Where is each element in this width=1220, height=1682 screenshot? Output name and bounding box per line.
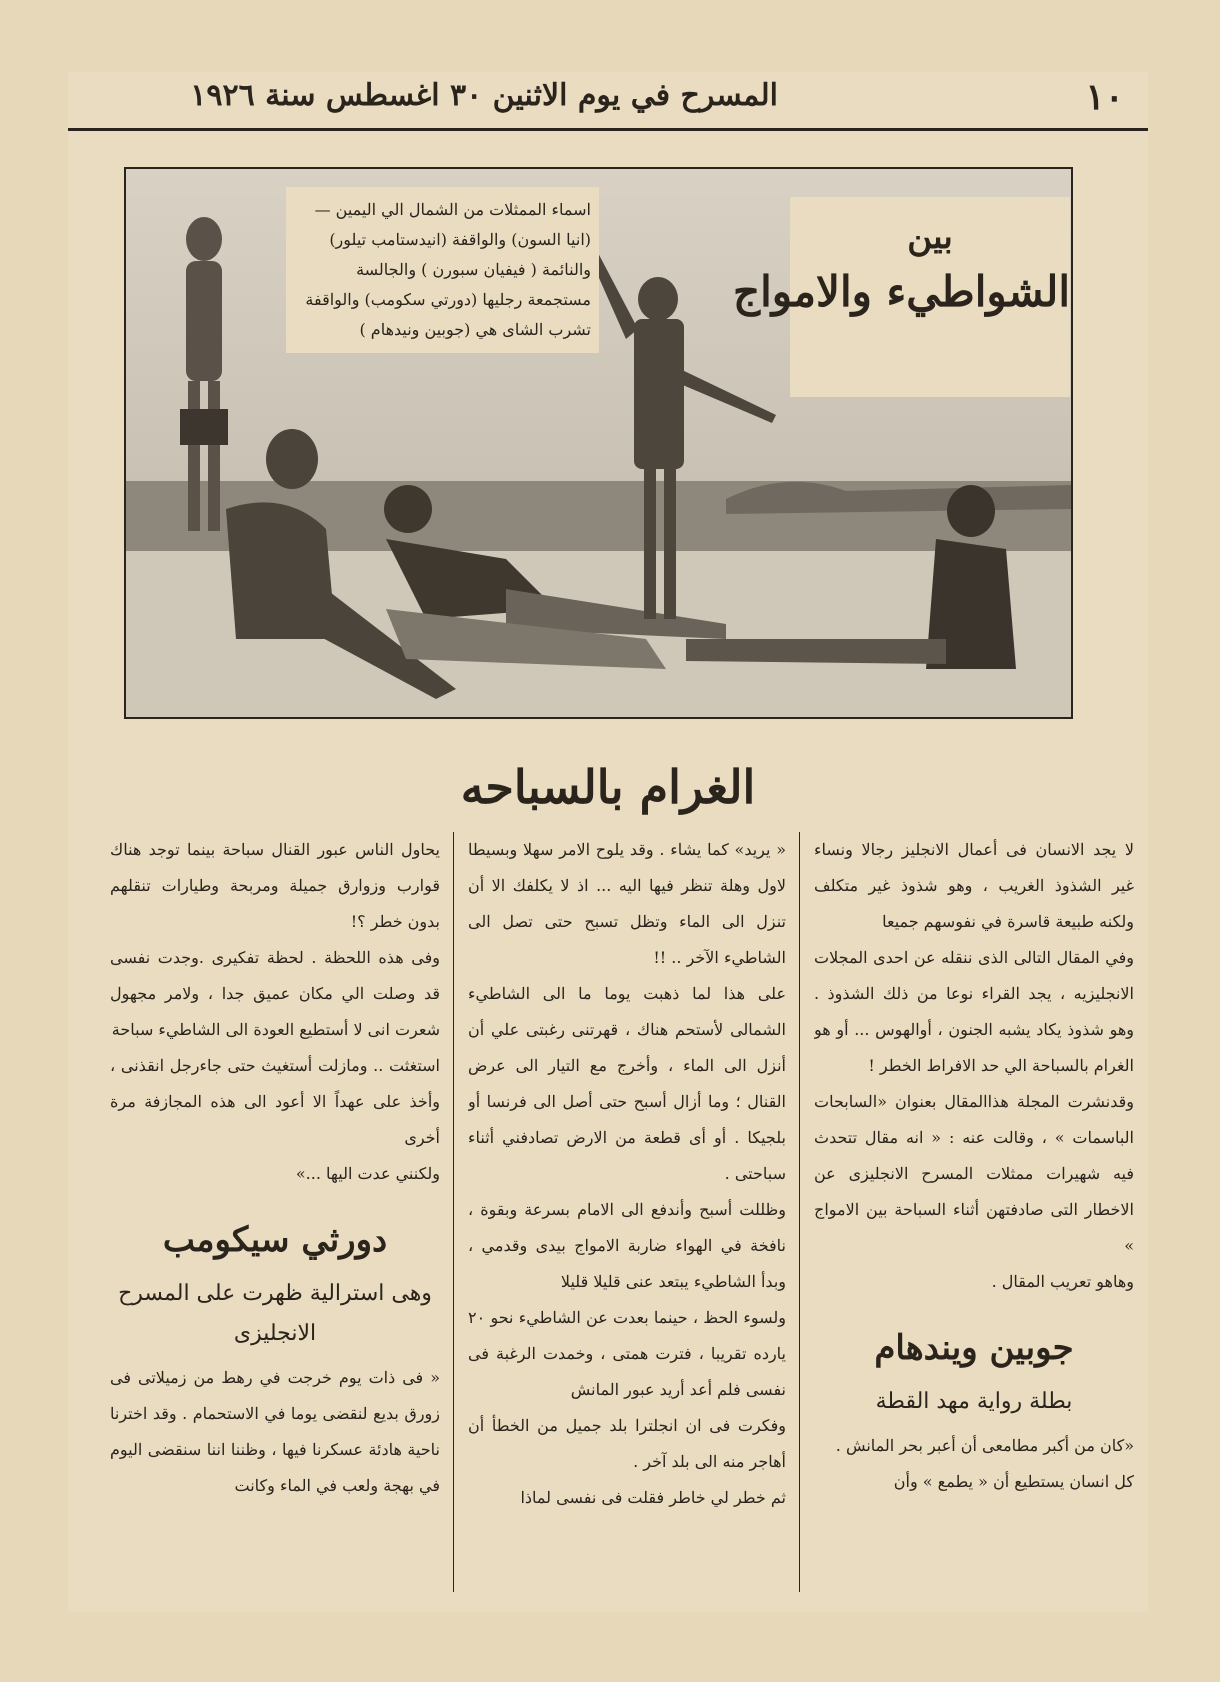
paragraph: يحاول الناس عبور القنال سباحة بينما توجد هناك قوارب وزوارق جميلة ومربحة وطيارات تنقلهم بدون خطر ؟! [110,840,440,931]
photo-title-line2: الشواطيء والامواج [733,267,1070,316]
article-column-2 [468,832,786,1592]
paragraph: وظللت أسبح وأندفع الى الامام بسرعة وبقوة ، نافخة في الهواء ضاربة الامواج بيدى وقدمي ، وبدأ الشاطيء يبتعد عنى قليلا قليلا [468,1200,786,1291]
subheading-caption: وهى استرالية ظهرت على المسرح الانجليزى [118,1281,432,1346]
paragraph: وفكرت فى ان انجلترا بلد جميل من الخطأ أن أهاجر منه الى بلد آخر . [468,1416,786,1471]
paragraph: وفى هذه اللحظة . لحظة تفكيرى .وجدت نفسى قد وصلت الي مكان عميق جدا ، ولامر مجهول شعرت انى لا أستطيع العودة الى الشاطيء سباحة [110,948,440,1039]
page-header [68,72,1148,131]
photo-caption: اسماء الممثلات من الشمال الي اليمين — (انيا السون) والواقفة (انيدستامب تيلور) والنائمة ( فيفيان سبورن ) والجالسة مستجمعة رجليها (دورتي سكومب) والواقفة تشرب الشاى هي (جوبين ونيدهام ) [286,187,599,353]
page-number: ١٠ [1085,76,1124,118]
paragraph: ولسوء الحظ ، حينما بعدت عن الشاطيء نحو ٢٠ يارده تقريبا ، فترت همتى ، وخمدت الرغبة فى نفسى فلم أعد أريد عبور المانش [468,1308,786,1399]
paragraph: وفي المقال التالى الذى ننقله عن احدى المجلات الانجليزيه ، يجد القراء نوعا من ذلك الشذوذ . وهو شذوذ يكاد يشبه الجنون ، أوالهوس ... أو هو الغرام بالسباحة الي حد الافراط الخطر ! [814,948,1134,1075]
paragraph: استغثت .. ومازلت أستغيث حتى جاءرجل انقذنى ، وأخذ على عهداً الا أعود الى هذه المجازفة مرة أخرى [110,1056,440,1147]
paragraph: « يريد» كما يشاء . وقد يلوح الامر سهلا وبسيطا لاول وهلة تنظر فيها اليه ... اذ لا يكلفك الا أن تنزل الى الماء وتظل تسبح حتى تصل الى الشاطيء الآخر .. !! [468,840,786,967]
paragraph: وقدنشرت المجلة هذاالمقال بعنوان «السابحات الباسمات » ، وقالت عنه : « انه مقال تتحدث فيه شهيرات ممثلات المسرح الانجليزى عن الاخطار التى صادفتهن أثناء السباحة بين الامواج » [814,1092,1134,1255]
paragraph: كل انسان يستطيع أن « يطمع » وأن [893,1472,1134,1491]
photo-title-block [733,197,1070,397]
paragraph: ثم خطر لي خاطر فقلت فى نفسى لماذا [520,1488,786,1507]
paragraph: «كان من أكبر مطامعى أن أعبر بحر المانش . [835,1436,1134,1455]
article-column-1 [814,832,1134,1592]
masthead-title: المسرح في يوم الاثنين ٣٠ اغسطس سنة ١٩٢٦ [190,78,778,113]
article-headline: الغرام بالسباحه [460,760,756,814]
subheading-jobyna-wyndham: جوبين ويندهام [874,1328,1074,1368]
paragraph: لا يجد الانسان فى أعمال الانجليز رجالا ونساء غير الشذوذ الغريب ، وهو شذوذ غير متكلف ولكنه طبيعة قاسرة في نفوسهم جميعا [814,840,1134,931]
article-column-3 [110,832,440,1592]
subheading-dorothy-seacombe: دورثي سيكومب [162,1220,388,1260]
paragraph: على هذا لما ذهبت يوما ما الى الشاطيء الشمالى لأستحم هناك ، قهرتنى رغبتى علي أن أنزل الى الماء ، وأخرج مع التيار الى عرض القنال ؛ وما أزال أسبح حتى أصل الى فرنسا أو بلجيكا . أو أى قطعة من الارض تصادفني أثناء سباحتى . [468,984,786,1183]
paragraph: وهاهو تعريب المقال . [991,1272,1134,1291]
paragraph: ولكنني عدت اليها ...» [295,1164,440,1183]
subheading-caption: بطلة رواية مهد القطة [875,1389,1073,1414]
photo-title-line1: بين [907,217,953,257]
newspaper-page [68,72,1148,1612]
column-divider [453,832,454,1592]
paragraph: « فى ذات يوم خرجت في رهط من زميلاتى فى زورق بديع لنقضى يوما في الاستحمام . وقد اخترنا ناحية هادئة عسكرنا فيها ، وظننا اننا سنقضى اليوم في بهجة ولعب في الماء وكانت [110,1368,440,1495]
column-divider [799,832,800,1592]
